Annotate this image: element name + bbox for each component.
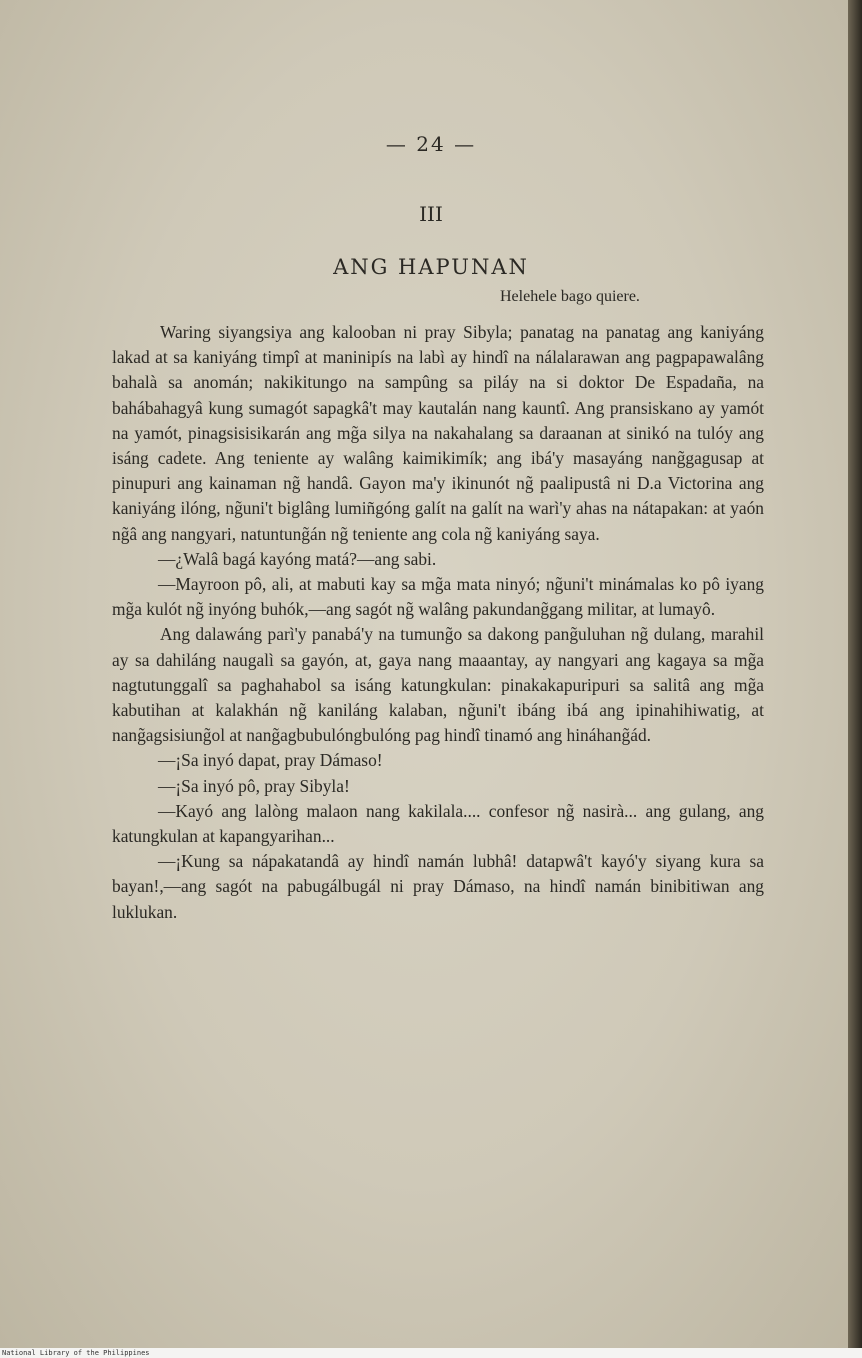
paragraph: Ang dalawáng parì'y panabá'y na tumung̃o sa dakong pang̃uluhan ng̃ dulang, marahil ay sa dahiláng naugalì sa gayón, at, gaya nang maaantay, ay nangyari ang kagaya sa mg̃a nagtutunggalî sa paghahabol sa isáng katungkulan: pinakakapuripuri sa salitâ ang mg̃a kabutihan at kalakhán ng̃ kaniláng kalaban, ng̃uni't ibáng ibá ang ipinahihiwatig, at nang̃agsisiung̃ol at nang̃agbubulóngbulóng pag hindî tinamó ang hináhang̃ád. (112, 624, 764, 746)
dialogue-line: —Kayó ang lalòng malaon nang kakilala.... confesor ng̃ nasirà... ang gulang, ang katungkulan at kapangyarihan... (112, 800, 764, 847)
dialogue-line: —¡Kung sa nápakatandâ ay hindî namán lubhâ! datapwâ't kayó'y siyang kura sa bayan!,—ang sagót na pabugálbugál ni pray Dámaso, na hindî namán binibitiwan ang luklukan. (112, 851, 764, 922)
chapter-number: III (419, 202, 443, 226)
footer-credit: National Library of the Philippines (0, 1348, 862, 1358)
chapter-title: ANG HAPUNAN (333, 255, 529, 279)
dialogue-line: —¿Walâ bagá kayóng matá?—ang sabi. (158, 548, 437, 569)
page-edge (848, 0, 862, 1348)
epigraph: Helehele bago quiere. (500, 288, 640, 305)
dialogue-line: —Mayroon pô, ali, at mabuti kay sa mg̃a mata ninyó; ng̃uni't minámalas ko pô iyang mg̃a kulót ng̃ inyóng buhók,—ang sagót ng̃ walâng pakundang̃gang militar, at lumayô. (112, 574, 764, 620)
dialogue-line: —¡Sa inyó pô, pray Sibyla! (158, 775, 350, 796)
body-text (112, 320, 764, 925)
paragraph: Waring siyangsiya ang kalooban ni pray Sibyla; panatag na panatag ang kaniyáng lakad at sa kaniyáng timpî at maninipís na labì ay hindî na nálalarawan ang pagpapawalâng bahalà sa anomán; nakikitungo na sampûng sa piláy na si doktor De Espadaña, na bahábahagyâ kung sumagót sapagkâ't may kautalán nang kauntî. Ang pransiskano ay yamót na yamót, pinagsisisikarán ang mg̃a silya na nakahalang sa daraanan at sinikó na tulóy ang isáng cadete. Ang teniente ay walâng kaimikimík; ang ibá'y masayáng nang̃gagusap at pinupuri ang kainaman ng̃ handâ. Gayon ma'y ikinunót ng̃ paalipustâ ni D.a Victorina ang kaniyáng ilóng, ng̃uni't biglâng lumiñgóng galít na galít na warì'y ahas na nátapakan: at yaón ng̃â ang nangyari, natuntung̃án ng̃ teniente ang cola ng̃ kaniyáng saya. (112, 322, 764, 544)
dialogue-line: —¡Sa inyó dapat, pray Dámaso! (158, 750, 383, 771)
page-number: — 24 — (385, 132, 477, 156)
